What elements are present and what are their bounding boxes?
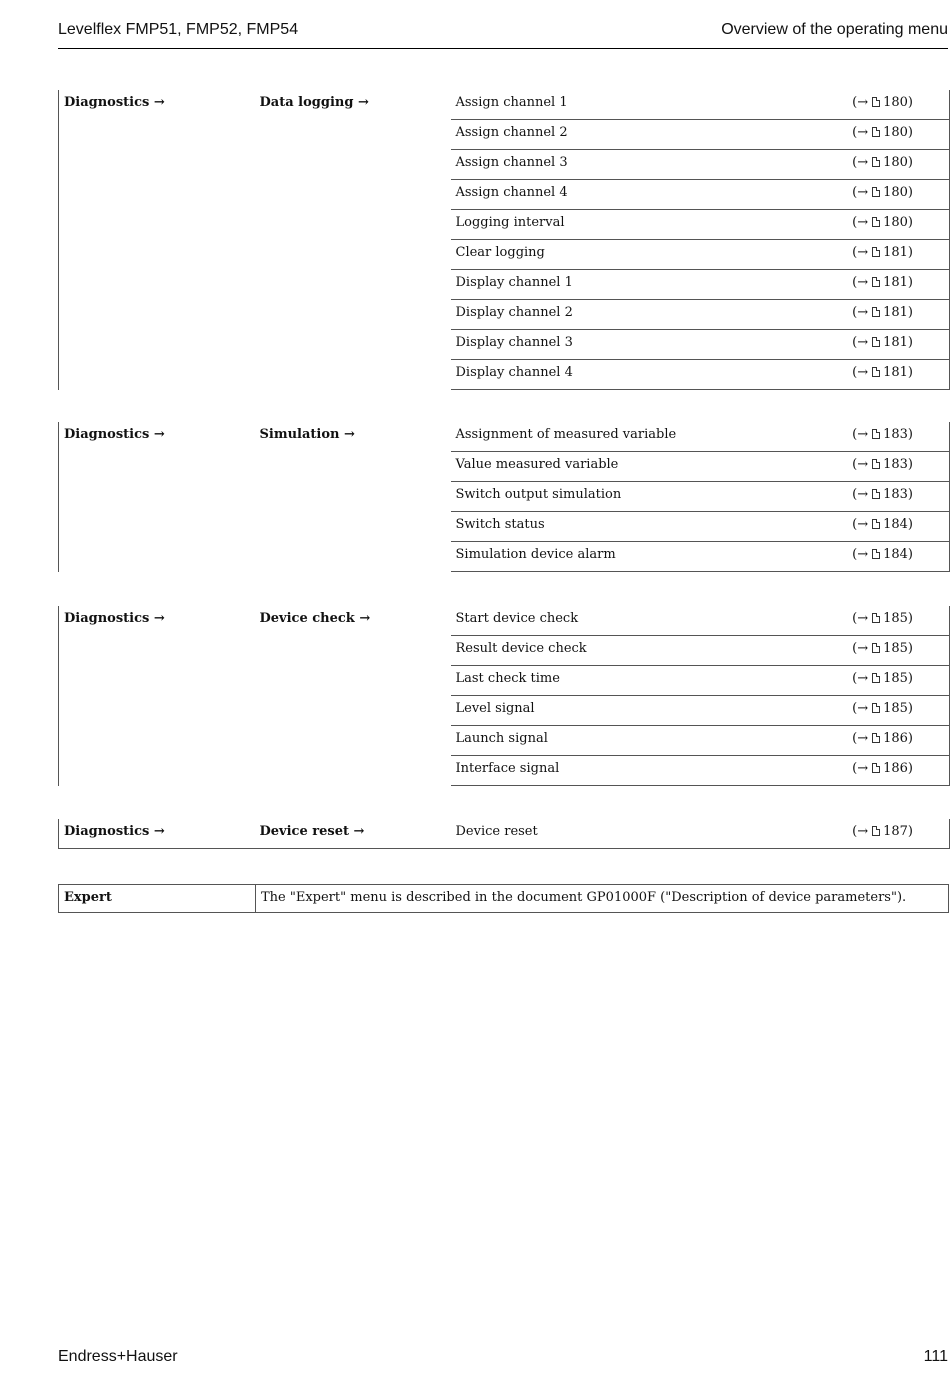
parameter-name: Display channel 4 bbox=[451, 360, 845, 390]
page-reference bbox=[845, 210, 950, 240]
parameter-name: Display channel 2 bbox=[451, 300, 845, 330]
reference-suffix: ) bbox=[907, 335, 913, 350]
page-reference-icon bbox=[872, 337, 880, 347]
page-reference-number: 185 bbox=[883, 641, 908, 656]
page-reference-number: 180 bbox=[883, 125, 908, 140]
reference-suffix: ) bbox=[907, 457, 913, 472]
table-row bbox=[59, 606, 950, 636]
page-reference-number: 181 bbox=[883, 245, 908, 260]
reference-prefix: (→ bbox=[852, 671, 869, 686]
page-reference-number: 185 bbox=[883, 701, 908, 716]
reference-suffix: ) bbox=[907, 155, 913, 170]
reference-suffix: ) bbox=[907, 517, 913, 532]
page-reference-number: 181 bbox=[883, 305, 908, 320]
page-reference bbox=[845, 240, 950, 270]
reference-prefix: (→ bbox=[852, 547, 869, 562]
menu-level2: Device reset → bbox=[255, 819, 451, 849]
page-reference-number: 186 bbox=[883, 761, 908, 776]
parameter-name: Last check time bbox=[451, 666, 845, 696]
menu-table bbox=[58, 90, 950, 390]
reference-prefix: (→ bbox=[852, 245, 869, 260]
page-reference-icon bbox=[872, 429, 880, 439]
page-reference-number: 183 bbox=[883, 457, 908, 472]
page-reference-icon bbox=[872, 307, 880, 317]
expert-description: The "Expert" menu is described in the document GP01000F ("Description of device parameters"). bbox=[256, 885, 949, 913]
parameter-name: Assign channel 2 bbox=[451, 120, 845, 150]
page-reference-icon bbox=[872, 187, 880, 197]
reference-prefix: (→ bbox=[852, 487, 869, 502]
page-number: 111 bbox=[923, 1348, 948, 1365]
page-reference bbox=[845, 726, 950, 756]
reference-prefix: (→ bbox=[852, 275, 869, 290]
page-reference-icon bbox=[872, 826, 880, 836]
page-reference-number: 180 bbox=[883, 185, 908, 200]
reference-prefix: (→ bbox=[852, 365, 869, 380]
parameter-name: Display channel 1 bbox=[451, 270, 845, 300]
expert-label: Expert bbox=[59, 885, 256, 913]
reference-suffix: ) bbox=[907, 275, 913, 290]
reference-suffix: ) bbox=[907, 547, 913, 562]
reference-suffix: ) bbox=[907, 641, 913, 656]
parameter-name: Display channel 3 bbox=[451, 330, 845, 360]
page-reference-icon bbox=[872, 703, 880, 713]
parameter-name: Assignment of measured variable bbox=[451, 422, 845, 452]
page-reference-number: 183 bbox=[883, 487, 908, 502]
page-reference-number: 186 bbox=[883, 731, 908, 746]
parameter-name: Assign channel 1 bbox=[451, 90, 845, 120]
menu-level2: Device check → bbox=[259, 611, 371, 626]
page-reference bbox=[845, 360, 950, 390]
menu-level2: Data logging → bbox=[259, 95, 369, 110]
page-reference bbox=[845, 606, 950, 636]
page-reference bbox=[845, 482, 950, 512]
reference-prefix: (→ bbox=[852, 824, 869, 839]
page-reference bbox=[845, 666, 950, 696]
reference-suffix: ) bbox=[907, 731, 913, 746]
page-reference-icon bbox=[872, 127, 880, 137]
parameter-name: Start device check bbox=[451, 606, 845, 636]
page-reference-icon bbox=[872, 763, 880, 773]
page-reference bbox=[845, 512, 950, 542]
page-reference bbox=[845, 300, 950, 330]
parameter-name: Switch output simulation bbox=[451, 482, 845, 512]
reference-suffix: ) bbox=[907, 245, 913, 260]
section-title: Overview of the operating menu bbox=[721, 21, 948, 38]
page-reference-number: 181 bbox=[883, 335, 908, 350]
menu-table bbox=[58, 422, 950, 572]
table-row bbox=[59, 885, 949, 913]
page-reference bbox=[845, 819, 950, 849]
reference-prefix: (→ bbox=[852, 305, 869, 320]
document-title: Levelflex FMP51, FMP52, FMP54 bbox=[58, 21, 299, 38]
parameter-name: Switch status bbox=[451, 512, 845, 542]
page-reference-number: 181 bbox=[883, 275, 908, 290]
page-reference-icon bbox=[872, 367, 880, 377]
reference-suffix: ) bbox=[907, 95, 913, 110]
page-reference-icon bbox=[872, 459, 880, 469]
page-reference bbox=[845, 452, 950, 482]
parameter-name: Level signal bbox=[451, 696, 845, 726]
reference-suffix: ) bbox=[907, 487, 913, 502]
page-reference bbox=[845, 756, 950, 786]
page-reference bbox=[845, 422, 950, 452]
reference-prefix: (→ bbox=[852, 517, 869, 532]
reference-prefix: (→ bbox=[852, 731, 869, 746]
page-reference bbox=[845, 542, 950, 572]
page-reference-icon bbox=[872, 217, 880, 227]
reference-suffix: ) bbox=[907, 365, 913, 380]
page-reference-icon bbox=[872, 673, 880, 683]
page-reference-icon bbox=[872, 733, 880, 743]
reference-suffix: ) bbox=[907, 761, 913, 776]
page-reference bbox=[845, 330, 950, 360]
page-reference-icon bbox=[872, 489, 880, 499]
page-reference-number: 184 bbox=[883, 517, 908, 532]
page-reference-number: 184 bbox=[883, 547, 908, 562]
page-reference-icon bbox=[872, 643, 880, 653]
parameter-name: Result device check bbox=[451, 636, 845, 666]
reference-suffix: ) bbox=[907, 611, 913, 626]
reference-prefix: (→ bbox=[852, 761, 869, 776]
page-reference-icon bbox=[872, 277, 880, 287]
page-header bbox=[58, 18, 948, 49]
reference-prefix: (→ bbox=[852, 125, 869, 140]
menu-level2: Simulation → bbox=[259, 427, 355, 442]
page-reference bbox=[845, 150, 950, 180]
reference-prefix: (→ bbox=[852, 457, 869, 472]
menu-level1: Diagnostics → bbox=[59, 90, 255, 390]
page-reference bbox=[845, 90, 950, 120]
table-row bbox=[59, 819, 950, 849]
reference-prefix: (→ bbox=[852, 155, 869, 170]
page-reference-icon bbox=[872, 549, 880, 559]
page-reference-icon bbox=[872, 247, 880, 257]
company-name: Endress+Hauser bbox=[58, 1348, 178, 1365]
page-reference bbox=[845, 696, 950, 726]
page-reference bbox=[845, 636, 950, 666]
page-footer bbox=[58, 1346, 948, 1370]
table-row bbox=[59, 422, 950, 452]
table-row bbox=[59, 90, 950, 120]
page-reference-number: 183 bbox=[883, 427, 908, 442]
menu-level1: Diagnostics → bbox=[59, 606, 255, 786]
reference-prefix: (→ bbox=[852, 611, 869, 626]
reference-prefix: (→ bbox=[852, 95, 869, 110]
menu-table bbox=[58, 606, 950, 786]
page-reference bbox=[845, 270, 950, 300]
page-reference bbox=[845, 120, 950, 150]
page-reference-number: 185 bbox=[883, 611, 908, 626]
reference-suffix: ) bbox=[907, 125, 913, 140]
reference-prefix: (→ bbox=[852, 185, 869, 200]
reference-suffix: ) bbox=[907, 305, 913, 320]
page-reference-icon bbox=[872, 157, 880, 167]
parameter-name: Launch signal bbox=[451, 726, 845, 756]
page-reference-icon bbox=[872, 97, 880, 107]
reference-prefix: (→ bbox=[852, 701, 869, 716]
parameter-name: Logging interval bbox=[451, 210, 845, 240]
parameter-name: Simulation device alarm bbox=[451, 542, 845, 572]
menu-table bbox=[58, 819, 950, 849]
page-reference-number: 187 bbox=[883, 824, 908, 839]
reference-suffix: ) bbox=[907, 671, 913, 686]
page-reference-icon bbox=[872, 613, 880, 623]
parameter-name: Assign channel 3 bbox=[451, 150, 845, 180]
parameter-name: Device reset bbox=[451, 819, 845, 849]
page-reference bbox=[845, 180, 950, 210]
parameter-name: Clear logging bbox=[451, 240, 845, 270]
reference-prefix: (→ bbox=[852, 335, 869, 350]
reference-suffix: ) bbox=[907, 427, 913, 442]
reference-suffix: ) bbox=[907, 185, 913, 200]
reference-suffix: ) bbox=[907, 824, 913, 839]
reference-prefix: (→ bbox=[852, 215, 869, 230]
parameter-name: Interface signal bbox=[451, 756, 845, 786]
page-reference-number: 181 bbox=[883, 365, 908, 380]
page-reference-number: 180 bbox=[883, 155, 908, 170]
reference-suffix: ) bbox=[907, 215, 913, 230]
page-reference-number: 180 bbox=[883, 215, 908, 230]
reference-prefix: (→ bbox=[852, 427, 869, 442]
page-reference-number: 185 bbox=[883, 671, 908, 686]
menu-level1: Diagnostics → bbox=[59, 422, 255, 572]
reference-prefix: (→ bbox=[852, 641, 869, 656]
expert-table bbox=[58, 884, 949, 913]
reference-suffix: ) bbox=[907, 701, 913, 716]
menu-level1: Diagnostics → bbox=[59, 819, 255, 849]
page-reference-icon bbox=[872, 519, 880, 529]
page-reference-number: 180 bbox=[883, 95, 908, 110]
parameter-name: Value measured variable bbox=[451, 452, 845, 482]
parameter-name: Assign channel 4 bbox=[451, 180, 845, 210]
